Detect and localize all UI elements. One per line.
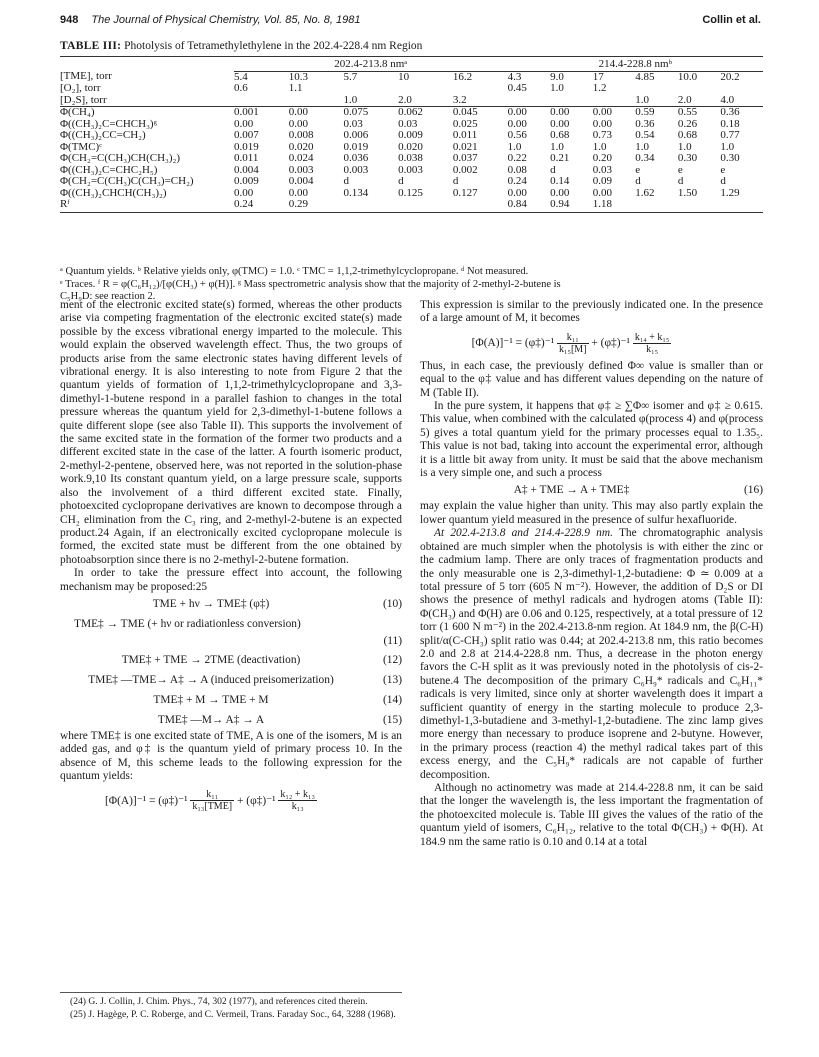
table-cell: 0.001 <box>234 106 259 118</box>
equation-body: TME‡ + M → TME + M <box>153 693 269 706</box>
table-footnote: C₅H₉D: see reaction 2. <box>60 291 156 302</box>
table-cell: d <box>635 175 641 187</box>
data-table <box>60 56 763 213</box>
table-caption <box>60 40 422 52</box>
table-cell: 0.003 <box>398 163 423 176</box>
table-cell: 1.0 <box>343 95 398 107</box>
table-cell: 1.2 <box>592 82 607 94</box>
table-cell: 5.4 <box>234 70 248 83</box>
numerator: k₁₁ <box>190 789 234 801</box>
table-cell: 0.24 <box>507 175 527 187</box>
equation-16 <box>420 480 763 500</box>
table-cell: 1.50 <box>677 186 698 199</box>
right-column <box>420 299 763 849</box>
table-cell: 0.73 <box>592 129 612 141</box>
table-cell: e <box>635 163 641 176</box>
fraction <box>557 332 589 355</box>
table-cell: 0.29 <box>289 199 344 212</box>
table-cell: 0.09 <box>592 175 612 187</box>
table-cell: 0.54 <box>635 129 655 141</box>
table-cell: 0.134 <box>343 186 369 199</box>
table-cell: 5.7 <box>343 70 358 83</box>
table-cell <box>678 199 721 212</box>
row-label: Φ((CH₃)₂CC=CH₂) <box>60 129 146 141</box>
table-cell: 1.29 <box>720 186 740 199</box>
table-cell: d <box>720 175 726 187</box>
table-cell: 0.20 <box>592 152 612 164</box>
table-cell: 1.0 <box>720 140 735 153</box>
table-cell: 0.024 <box>288 152 314 164</box>
table-cell: 17 <box>592 70 604 83</box>
table-cell <box>720 83 763 95</box>
group-header-1: 202.4-213.8 nmᵃ <box>234 57 508 71</box>
table-cell: 0.00 <box>507 117 527 130</box>
table-cell: 0.45 <box>507 82 527 94</box>
equation-body: TME‡ —TME→ A‡ → A (induced preisomerization) <box>88 673 334 686</box>
paragraph: Thus, in each case, the previously defined Φ∞ value is smaller than or equal to the φ‡ value and has different values depending on the nature of M (Table II). <box>420 359 763 399</box>
table-number: TABLE III: <box>60 40 122 52</box>
paragraph <box>420 527 763 782</box>
row-label: Φ(CH₂=C(CH₃)C(CH₃)=CH₂) <box>60 175 194 187</box>
equation-number: (16) <box>744 484 763 497</box>
table-cell: 0.009 <box>234 175 259 187</box>
table-cell <box>720 199 763 212</box>
equation-body: TME + hν → TME‡ (φ‡) <box>152 597 270 610</box>
table-cell: 0.36 <box>635 117 655 130</box>
equation-body: TME‡ —M→ A‡ → A <box>157 713 265 726</box>
reference: (25) J. Hagège, P. C. Roberge, and C. Vermeil, Trans. Faraday Soc., 64, 3288 (1968). <box>70 1009 396 1020</box>
paragraph: ment of the electronic excited state(s) formed, whereas the other products arise via competing fragmentation of the electronic excited state(s) made possible by the excess vibrational energy imparted to the molecule. This would explain the observed wavelength effect. Thus, the two groups of products arise from the same electronic states having different levels of vibrational energy. It is also interesting to note from Figure 2 that the quantum yields of formation of 1,1,2-trimethylcyclopropane and 3,3-dimethyl-1-butene respond in a parallel fashion to changes in the total pressure whereas the quantum yield for 2,3-dimethyl-1-butene follows a quite different slope (see also Table II). This supports the involvement of the same excited state in the formation of the former two products and a different excited state in the case of the latter. A fourth isomeric product, 2-methyl-2-pentene, observed here, was not reported in the solution-phase work.9,10 Its constant quantum yield, on a large pressure scale, supports also the involvement of a third different excited state. Finally, photoexcited cyclopropane derivatives are known to decompose through a CH₂ elimination from the C₃ ring, and 2-methyl-2-butene is an expected product.24 Again, if an electronically excited cyclopropane molecule is formed, the excited state must be different from the one obtained by photoabsorption since there is no 2-methyl-2-butene formation. <box>60 299 402 566</box>
table-row <box>60 71 763 83</box>
numerator: k₁₄ + k₁₅ <box>634 331 670 343</box>
table-cell: 0.00 <box>550 106 570 118</box>
table-cell: 1.0 <box>507 140 522 153</box>
row-label: Φ(CH₂=C(CH₃)CH(CH₃)₂) <box>60 152 181 164</box>
table-cell <box>343 83 398 95</box>
table-cell: 0.55 <box>677 106 698 118</box>
table-cell: 0.18 <box>720 117 740 130</box>
equation-body: TME‡ → TME (+ hν or radiationless conversion) <box>74 617 301 630</box>
table-cell: 0.020 <box>288 140 314 153</box>
paragraph: where TME‡ is one excited state of TME, A is one of the isomers, M is an added gas, and φ‡ is the quantum yield of primary process 10. In the absence of M, this scheme leads to the following expression for the quantum yields: <box>60 729 402 783</box>
table-row <box>60 95 763 107</box>
row-label: Φ((CH₃)₂C=CHC₂H₅) <box>60 163 158 176</box>
table-cell <box>453 199 508 212</box>
table-cell: 3.2 <box>453 95 508 107</box>
equation-lhs: [Φ(A)]⁻¹ = (φ‡)⁻¹ <box>471 336 555 349</box>
table-cell <box>234 95 289 107</box>
table-cell: 0.007 <box>234 129 259 141</box>
table-cell: 1.0 <box>677 140 692 153</box>
table-cell: 0.045 <box>452 106 478 118</box>
table-cell: 0.125 <box>398 186 423 199</box>
equation-14 <box>60 690 402 710</box>
table-cell: 0.03 <box>592 163 612 176</box>
table-cell: 0.062 <box>398 106 423 118</box>
section-run-in-head: At 202.4-213.8 and 214.4-228.9 nm. <box>434 527 613 540</box>
journal-name: The Journal of Physical Chemistry, Vol. 85, No. 8, 1981 <box>91 14 361 26</box>
numerator: k₁₂ + k₁₃ <box>280 789 316 801</box>
table-cell: 0.03 <box>398 117 418 130</box>
table-cell: 1.0 <box>635 140 650 153</box>
table-cell: 0.004 <box>234 163 259 176</box>
table-cell: 0.00 <box>592 106 612 118</box>
table-cell: 0.22 <box>507 152 527 164</box>
equation-lhs: [Φ(A)]⁻¹ = (φ‡)⁻¹ <box>104 794 188 807</box>
row-label: Φ(TMC)ᶜ <box>60 140 103 153</box>
equation-number: (15) <box>383 713 402 726</box>
table-cell <box>678 83 721 95</box>
numerator: k₁₁ <box>557 332 589 344</box>
equation-13 <box>60 670 402 690</box>
table-cell: 0.00 <box>288 186 308 199</box>
table-cell: e <box>720 163 726 176</box>
equation-10 <box>60 594 402 614</box>
table-row <box>60 188 763 200</box>
table-cell: 0.00 <box>550 117 570 130</box>
table-cell: 0.002 <box>452 163 478 176</box>
table-cell <box>398 83 453 95</box>
table-cell: 2.0 <box>678 95 721 107</box>
table-cell: 0.008 <box>288 129 314 141</box>
table-cell: 0.019 <box>234 140 259 153</box>
table-cell <box>343 199 398 212</box>
equation-number: (11) <box>383 634 402 647</box>
table-cell: d <box>398 175 404 187</box>
table-cell: 0.68 <box>550 129 570 141</box>
table-cell: 16.2 <box>452 70 473 83</box>
equation-body <box>60 784 362 818</box>
equation-15 <box>60 710 402 730</box>
table-cell: 1.0 <box>550 82 564 94</box>
table-cell: 0.14 <box>550 175 570 187</box>
table-cell: 2.0 <box>398 95 453 107</box>
table-body <box>60 57 763 213</box>
row-label: [O₂], torr <box>60 82 101 94</box>
table-cell: 0.00 <box>288 106 308 118</box>
row-label: Φ((CH₃)₂CHCH(CH₃)₂) <box>60 186 167 199</box>
table-cell <box>398 199 453 212</box>
table-footnote: ᵉ Traces. ᶠ R = φ(C₆H₁₂)/[φ(CH₃) + φ(H)]. ᵍ Mass spectrometric analysis show that the majority of 2-methyl-2-butene is <box>60 278 561 290</box>
table-cell: 4.0 <box>720 95 763 107</box>
table-cell: 0.00 <box>288 117 308 130</box>
table-cell: 0.038 <box>398 152 423 164</box>
left-column <box>60 299 402 818</box>
table-cell: 0.00 <box>550 186 570 199</box>
table-cell <box>508 95 551 107</box>
table-cell: 0.025 <box>452 117 478 130</box>
table-row <box>60 153 763 165</box>
running-authors: Collin et al. <box>702 14 761 26</box>
table-cell: d <box>550 163 556 176</box>
equation-quantum-yield <box>60 784 402 818</box>
table-cell: 0.037 <box>452 152 478 164</box>
fraction <box>190 789 234 812</box>
table-cell: 0.019 <box>343 140 369 153</box>
fraction <box>633 332 672 355</box>
table-cell: 0.84 <box>508 199 551 212</box>
table-cell: 0.009 <box>398 129 423 141</box>
reference: (24) G. J. Collin, J. Chim. Phys., 74, 302 (1977), and references cited therein. <box>70 996 368 1007</box>
row-label: Φ(CH₄) <box>60 106 95 118</box>
equation-number: (13) <box>383 673 402 686</box>
equation-mid: + (φ‡)⁻¹ <box>237 794 276 807</box>
equation-number: (10) <box>383 597 402 610</box>
table-cell: 4.85 <box>635 70 655 83</box>
table-cell: 0.004 <box>288 175 314 187</box>
paragraph: Although no actinometry was made at 214.4-228.8 nm, it can be said that the longer the wavelength is, the less important the fragmentation of the photoexcited molecule is. Table III gives the values of the ratio of the quantum yield of isomers, C₆H₁₂, relative to the total Φ(CH₃) + Φ(H). At 184.9 nm the same ratio is 0.10 and 0.14 at a total <box>420 782 763 848</box>
group-header-2: 214.4-228.8 nmᵇ <box>508 57 763 71</box>
denominator: k₁₃[TME] <box>192 801 233 813</box>
table-cell: 10.0 <box>677 70 698 83</box>
equation-11-number-line <box>60 634 402 650</box>
table-title: Photolysis of Tetramethylethylene in the 202.4-228.4 nm Region <box>124 40 423 52</box>
table-cell: 0.00 <box>234 186 254 199</box>
table-cell <box>635 199 678 212</box>
table-cell: 0.020 <box>398 140 423 153</box>
table-row <box>60 130 763 142</box>
table-cell: 1.1 <box>288 82 303 94</box>
table-cell: 0.08 <box>507 163 527 176</box>
table-cell: 1.0 <box>550 140 564 153</box>
equation-12 <box>60 650 402 670</box>
table-cell: 0.00 <box>592 117 612 130</box>
table-cell: 0.011 <box>234 152 259 164</box>
equation-number: (14) <box>383 693 402 706</box>
table-cell: 0.68 <box>677 129 698 141</box>
table-cell: 0.00 <box>592 186 612 199</box>
table-cell: 1.0 <box>592 140 607 153</box>
equation-body <box>420 326 723 360</box>
equation-body: TME‡ + TME → 2TME (deactivation) <box>121 653 301 666</box>
table-cell: 0.21 <box>550 152 570 164</box>
table-cell: 0.56 <box>507 129 527 141</box>
denominator: k₁₃ <box>291 801 304 813</box>
table-cell: 0.59 <box>635 106 655 118</box>
equation-body: A‡ + TME → A + TME‡ <box>513 484 630 497</box>
table-cell: 0.6 <box>234 82 248 94</box>
table-cell: 1.0 <box>635 95 678 107</box>
table-cell: 0.003 <box>288 163 314 176</box>
table-cell: 0.03 <box>343 117 363 130</box>
equation-number: (12) <box>383 653 402 666</box>
row-label: Φ((CH₃)₂C=CHCH₃)ᵍ <box>60 117 157 130</box>
table-cell: 1.18 <box>593 199 636 212</box>
table-cell: 0.34 <box>635 152 655 164</box>
table-row <box>60 176 763 188</box>
paragraph: may explain the value higher than unity. This may also partly explain the lower quantum yield measured in the presence of sulfur hexafluoride. <box>420 500 763 526</box>
equation-mid: + (φ‡)⁻¹ <box>591 336 630 349</box>
table-cell <box>635 83 678 95</box>
table-cell: 0.24 <box>234 199 289 212</box>
table-cell <box>550 95 593 107</box>
table-cell: 0.77 <box>720 129 740 141</box>
paragraph-text: The chromatographic analysis obtained are much simpler when the photolysis is with either the zinc or the cadmium lamp. There are only traces of fragmentation products and the only measurable one is 2,3-dimethyl-1,2-butadiene: Φ ≃ 0.009 at a total pressure of 5 torr (605 N m⁻²). However, the addition of D₂S or DI shows the presence of methyl radicals and hydrogen atoms (Table II): Φ(CH₃) and Φ(H) are 0.06 and 0.125, respectively, at a total pressure of 12 torr (1 600 N m⁻²) in the 202.4-213.8-nm region. At 184.9 nm, the β(C-H) split/α(C-CH₃) split ratio was 0.44; at 202.4-213.8 nm, this ratio becomes 2.0 and 2.8 at 214.4-228.8 nm. Thus, a decrease in the photon energy favors the C-H split as it was previously noted in the photolysis of cis-2-butene.4 The decomposition of the primary C₆H₉* radicals and C₆H₁₁* radicals is very limited, since only at shorter wavelength does it impart a sufficient quantity of energy in the starting molecule to produce 2,3-dimethyl-1,3-butadiene and 3-methyl-1,2-butadiene. The zinc lamp gives more energy than necessary to produce isoprene and 2-butyne. However, in the primary process (reaction 4) the methyl radical takes part of this excess energy, and the C₅H₉* radicals are not capable of further decomposition. <box>420 527 763 781</box>
table-cell: 1.62 <box>635 186 655 199</box>
table-cell: 0.075 <box>343 106 369 118</box>
table-cell: 0.30 <box>720 152 740 164</box>
equation-11 <box>60 614 402 634</box>
table-cell: 0.30 <box>677 152 698 164</box>
table-cell: 20.2 <box>720 70 740 83</box>
table-cell: 0.00 <box>507 186 527 199</box>
paragraph: In order to take the pressure effect into account, the following mechanism may be proposed:25 <box>60 567 402 593</box>
paragraph: This expression is similar to the previously indicated one. In the presence of a large amount of M, it becomes <box>420 299 763 325</box>
table-cell: 0.94 <box>550 199 593 212</box>
table-cell: 0.00 <box>507 106 527 118</box>
table-cell <box>453 83 508 95</box>
table-footnotes <box>60 266 763 304</box>
table-cell: 10.3 <box>288 70 308 83</box>
fraction <box>278 789 317 812</box>
table-cell: 9.0 <box>550 70 564 83</box>
table-corner <box>60 57 234 71</box>
references <box>60 992 402 1022</box>
table-cell: 0.003 <box>343 163 369 176</box>
running-header <box>60 14 761 32</box>
table-cell: d <box>452 175 459 187</box>
row-label: [D₂S], torr <box>60 95 234 107</box>
table-cell: e <box>677 163 683 176</box>
table-footnote: ᵃ Quantum yields. ᵇ Relative yields only, φ(TMC) = 1.0. ᶜ TMC = 1,1,2-trimethylcyclopropane. ᵈ Not measured. <box>60 266 529 277</box>
table-cell: 0.021 <box>452 140 478 153</box>
table-cell: 0.011 <box>452 129 478 141</box>
table-row <box>60 107 763 119</box>
row-label: [TME], torr <box>60 70 112 82</box>
table-group-header <box>60 57 763 71</box>
row-label: Rᶠ <box>60 199 234 212</box>
denominator: k₁₅[M] <box>559 343 587 355</box>
table-cell: 0.036 <box>343 152 369 164</box>
table-cell: d <box>677 175 684 187</box>
table-cell: 0.26 <box>677 117 698 130</box>
table-row <box>60 83 763 95</box>
table-cell: 0.00 <box>234 117 254 130</box>
table-cell: 0.36 <box>720 106 740 118</box>
denominator: k₁₅ <box>646 343 659 355</box>
table-cell <box>289 95 344 107</box>
page-number: 948 <box>60 14 79 26</box>
table-cell: 0.006 <box>343 129 369 141</box>
paragraph: In the pure system, it happens that φ‡ ≥ ∑Φ∞ isomer and φ‡ ≥ 0.615. This value, when combined with the calculated φ(process 4) and φ(process 5) gives a total quantum yield for the primary processes equal to 1.35₅. This value is not bad, taking into account the experimental error, although it is a little bit away from unity. It must be said that the above mechanism is a very simple one, and such a process <box>420 400 763 480</box>
equation-large-m <box>420 326 763 360</box>
table-cell: 0.127 <box>452 186 478 199</box>
table-cell: d <box>343 175 349 187</box>
table-cell: 10 <box>398 70 410 83</box>
table-cell <box>593 95 636 107</box>
table-cell: 4.3 <box>507 70 522 83</box>
table-row <box>60 199 763 212</box>
